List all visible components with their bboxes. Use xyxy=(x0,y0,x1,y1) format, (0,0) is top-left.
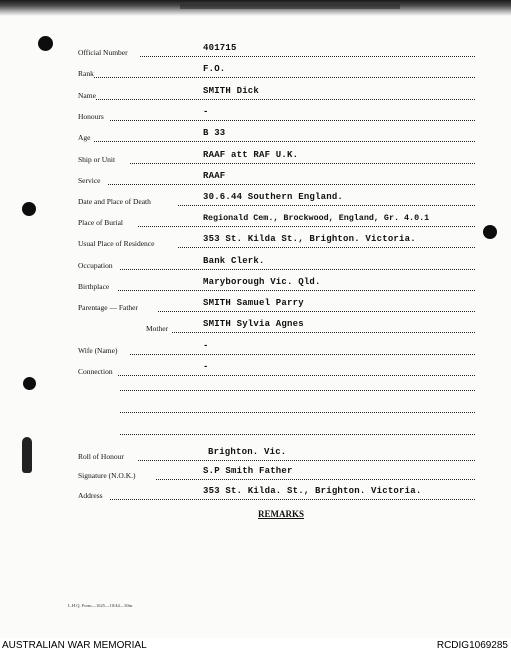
field-value: SMITH Samuel Parry xyxy=(203,298,304,308)
field-value: SMITH Dick xyxy=(203,86,260,96)
field-label: Connection xyxy=(78,367,113,376)
field-birthplace xyxy=(0,278,511,294)
field-label: Mother xyxy=(146,324,169,333)
field-roll-of-honour xyxy=(0,448,511,464)
field-label: Wife (Name) xyxy=(78,346,118,355)
field-occupation xyxy=(0,257,511,273)
connection-line-2 xyxy=(120,390,475,391)
field-label: Name xyxy=(78,91,96,100)
field-value: - xyxy=(203,341,209,351)
field-label: Occupation xyxy=(78,261,113,270)
field-label: Birthplace xyxy=(78,282,110,291)
field-label: Honours xyxy=(78,112,104,121)
field-value: 353 St. Kilda. St., Brighton. Victoria. xyxy=(203,486,422,496)
field-value: Maryborough Vic. Qld. xyxy=(203,277,321,287)
field-service xyxy=(0,172,511,188)
field-value: SMITH Sylvia Agnes xyxy=(203,319,304,329)
field-value: Bank Clerk. xyxy=(203,256,265,266)
field-usual-residence xyxy=(0,235,511,251)
field-label: Signature (N.O.K.) xyxy=(78,471,136,480)
connection-line-4 xyxy=(120,434,475,435)
field-label: Date and Place of Death xyxy=(78,197,151,206)
field-value: 353 St. Kilda St., Brighton. Victoria. xyxy=(203,234,416,244)
field-name xyxy=(0,87,511,103)
field-date-place-death xyxy=(0,193,511,209)
footer-source: AUSTRALIAN WAR MEMORIAL xyxy=(2,640,147,651)
field-rank xyxy=(0,65,511,81)
footer-record-id: RCDIG1069285 xyxy=(436,640,508,651)
field-label: Usual Place of Residence xyxy=(78,239,155,248)
field-address xyxy=(0,487,511,503)
field-label: Ship or Unit xyxy=(78,155,116,164)
field-label: Age xyxy=(78,133,91,142)
field-value: - xyxy=(203,362,209,372)
remarks-heading: REMARKS xyxy=(258,509,305,519)
field-honours xyxy=(0,108,511,124)
field-wife-name xyxy=(0,342,511,358)
field-label: Service xyxy=(78,176,101,185)
field-value: S.P Smith Father xyxy=(203,466,293,476)
field-value: F.O. xyxy=(203,64,226,74)
field-label: Address xyxy=(78,491,103,500)
field-label: Official Number xyxy=(78,48,128,57)
field-value: 401715 xyxy=(203,43,237,53)
form-code: L.H.Q. Form—1625—10/44—30m. xyxy=(68,603,134,608)
field-official-number xyxy=(0,44,511,60)
field-value: B 33 xyxy=(203,128,226,138)
field-value: RAAF xyxy=(203,171,226,181)
field-label: Parentage — Father xyxy=(78,303,138,312)
field-value: Brighton. Vic. xyxy=(208,447,287,457)
field-label: Roll of Honour xyxy=(78,452,124,461)
field-value: RAAF att RAF U.K. xyxy=(203,150,299,160)
connection-line-3 xyxy=(120,412,475,413)
field-value: - xyxy=(203,107,209,117)
field-label: Rank xyxy=(78,69,94,78)
field-parentage-father xyxy=(0,299,511,315)
field-age xyxy=(0,129,511,145)
field-value: 30.6.44 Southern England. xyxy=(203,192,344,202)
archive-footer xyxy=(0,638,511,654)
field-label: Place of Burial xyxy=(78,218,123,227)
field-place-of-burial xyxy=(0,214,511,230)
field-ship-or-unit xyxy=(0,151,511,167)
field-value: Regionald Cem., Brockwood, England, Gr. 4.0.1 xyxy=(203,213,430,223)
field-connection xyxy=(0,363,511,379)
field-signature-nok xyxy=(0,467,511,483)
scan-top-edge xyxy=(0,0,511,16)
field-parentage-mother xyxy=(0,320,511,336)
